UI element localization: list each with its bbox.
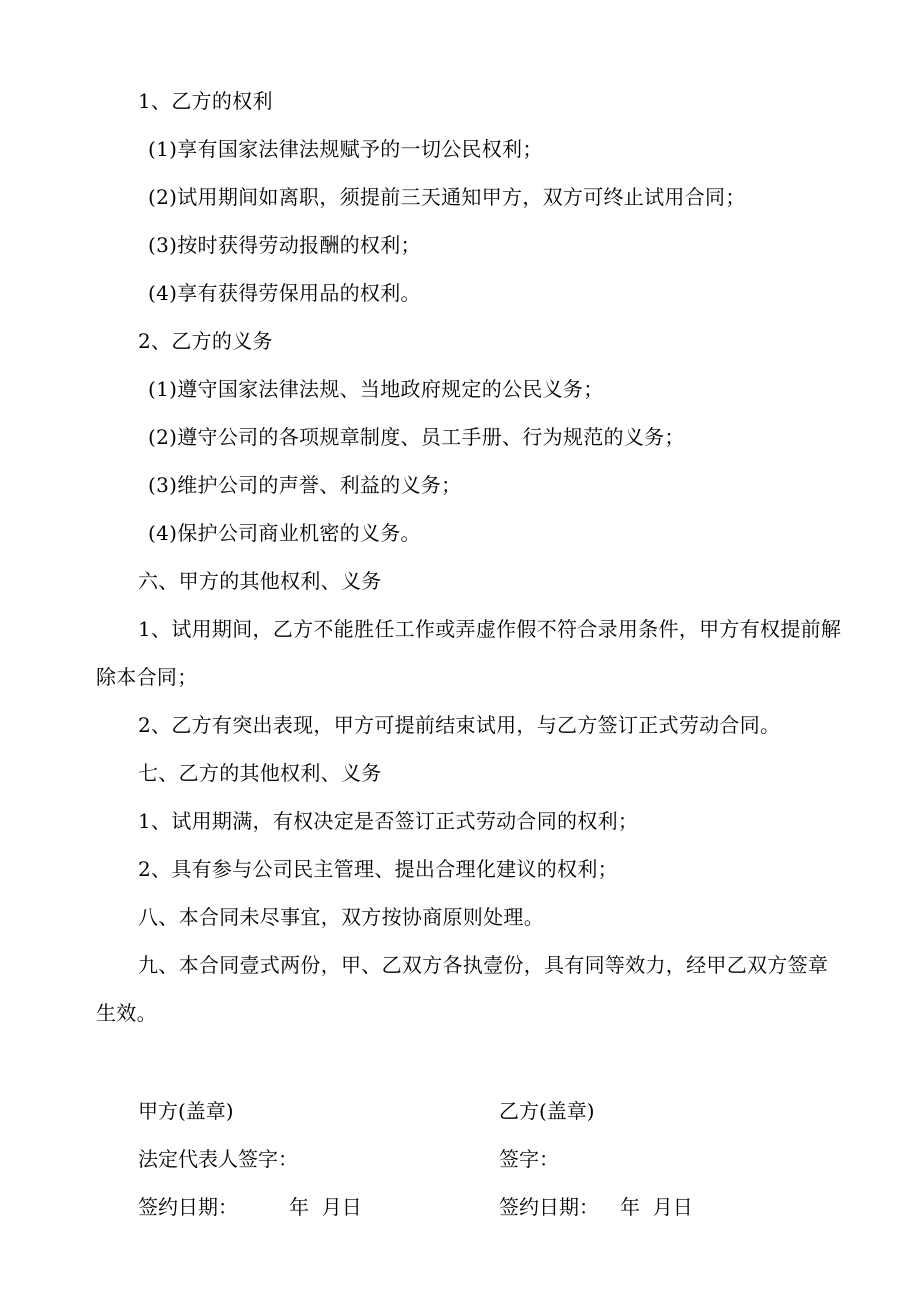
duties-item: (1)遵守国家法律法规、当地政府规定的公民义务； [148, 377, 604, 401]
section6-item: 1、试用期间，乙方不能胜任工作或弄虚作假不符合录用条件，甲方有权提前解除本合同； [96, 617, 842, 689]
party-a-date-value: 年 月日 [289, 1195, 362, 1219]
party-a-date-label: 签约日期： [138, 1195, 238, 1219]
rights-item: (4)享有获得劳保用品的权利。 [148, 281, 421, 305]
party-b-signer: 签字： [499, 1147, 559, 1171]
section8-clause: 八、本合同未尽事宜，双方按协商原则处理。 [138, 905, 544, 929]
section7-item: 1、试用期满，有权决定是否签订正式劳动合同的权利； [138, 809, 639, 833]
duties-item: (4)保护公司商业机密的义务。 [148, 521, 421, 545]
party-b-date-value: 年 月日 [620, 1195, 693, 1219]
section7-item: 2、具有参与公司民主管理、提出合理化建议的权利； [138, 857, 618, 881]
section6-item: 2、乙方有突出表现，甲方可提前结束试用，与乙方签订正式劳动合同。 [138, 713, 781, 737]
rights-item: (2)试用期间如离职，须提前三天通知甲方，双方可终止试用合同； [148, 185, 746, 209]
rights-heading: 1、乙方的权利 [138, 89, 273, 113]
party-b-date-label: 签约日期： [499, 1195, 599, 1219]
section9-clause: 九、本合同壹式两份，甲、乙双方各执壹份，具有同等效力，经甲乙双方签章生效。 [96, 953, 829, 1025]
rights-item: (3)按时获得劳动报酬的权利； [148, 233, 421, 257]
party-b-seal: 乙方(盖章) [499, 1099, 595, 1123]
section6-heading: 六、甲方的其他权利、义务 [138, 569, 382, 593]
duties-item: (2)遵守公司的各项规章制度、员工手册、行为规范的义务； [148, 425, 685, 449]
party-a-signer: 法定代表人签字： [138, 1147, 298, 1171]
rights-item: (1)享有国家法律法规赋予的一切公民权利； [148, 137, 543, 161]
duties-item: (3)维护公司的声誉、利益的义务； [148, 473, 462, 497]
section7-heading: 七、乙方的其他权利、义务 [138, 761, 382, 785]
party-a-seal: 甲方(盖章) [138, 1099, 234, 1123]
duties-heading: 2、乙方的义务 [138, 329, 273, 353]
